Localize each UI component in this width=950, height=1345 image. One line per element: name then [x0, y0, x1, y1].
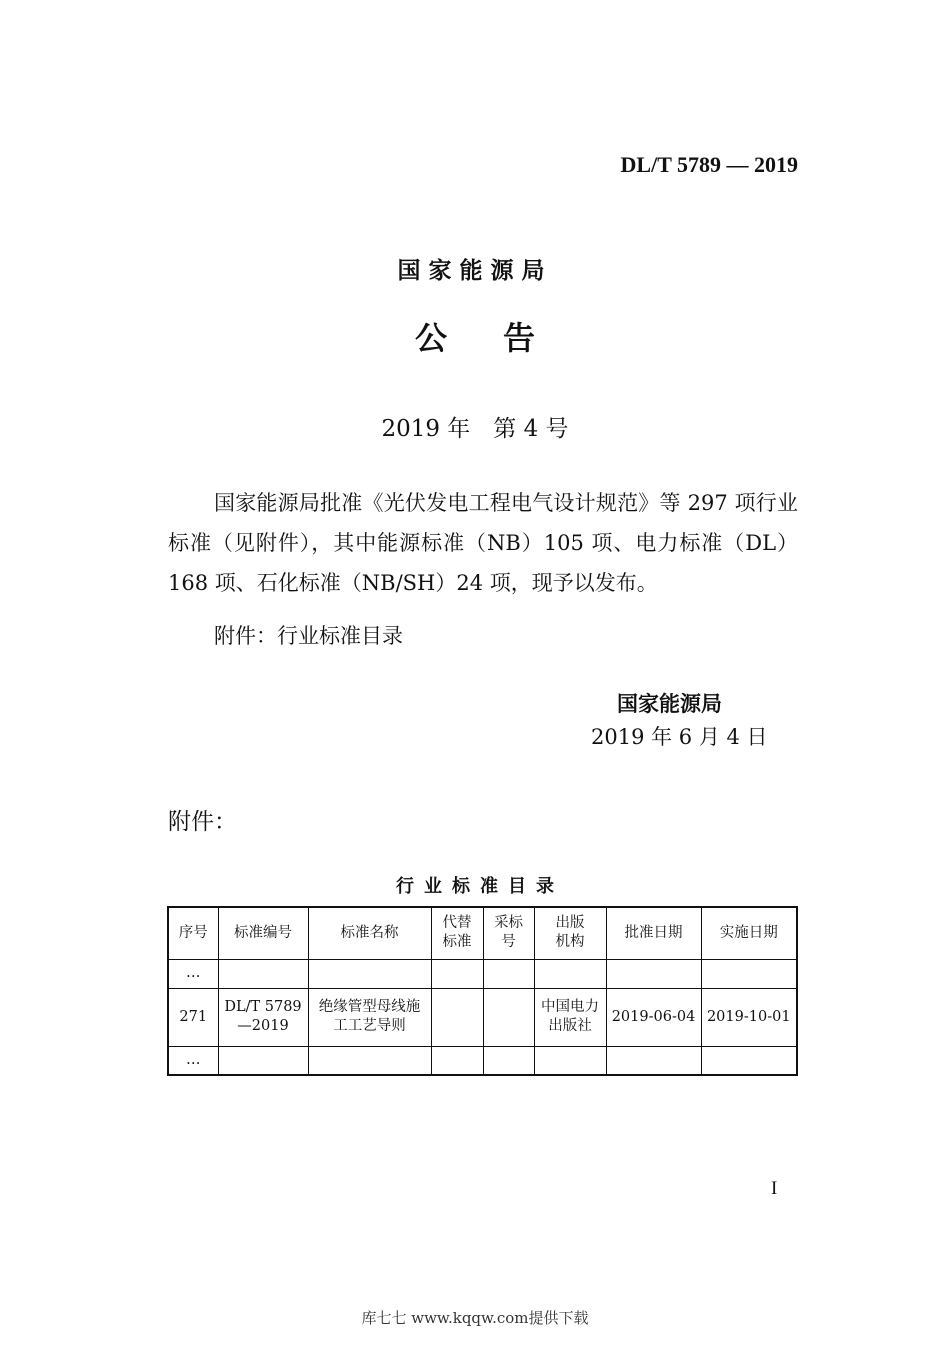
cell-publisher — [534, 988, 606, 1046]
signature-date: 2019 年 6 月 4 日 — [591, 725, 768, 749]
signature-organization: 国家能源局 — [617, 692, 722, 716]
attachment-heading: 附件： — [168, 809, 237, 835]
cell-name-line2: 工工艺导则 — [333, 1018, 406, 1034]
cell-name — [308, 988, 431, 1046]
standards-catalog-table — [167, 906, 798, 1076]
cell-empty — [483, 1046, 534, 1075]
cell-empty — [606, 1046, 701, 1075]
column-header-name: 标准名称 — [308, 907, 431, 959]
cell-code-line2: —2019 — [237, 1018, 289, 1034]
cell-empty — [483, 959, 534, 988]
issue-number: 2019 年 第 4 号 — [381, 416, 569, 442]
cell-empty — [701, 1046, 797, 1075]
cell-empty — [308, 959, 431, 988]
cell-seq: 271 — [168, 988, 218, 1046]
cell-publisher-line2: 出版社 — [548, 1018, 592, 1034]
download-watermark: 库七七 www.kqqw.com提供下载 — [361, 1309, 589, 1327]
cell-empty — [701, 959, 797, 988]
column-header-effective-date: 实施日期 — [701, 907, 797, 959]
cell-empty — [534, 959, 606, 988]
cell-empty — [308, 1046, 431, 1075]
attachment-reference: 附件：行业标准目录 — [214, 624, 403, 648]
column-header-seq: 序号 — [168, 907, 218, 959]
column-header-adopted — [483, 907, 534, 959]
standard-code: DL/T 5789 — 2019 — [620, 152, 798, 177]
cell-empty — [218, 959, 308, 988]
page-number: I — [771, 1178, 778, 1199]
column-header-replaces — [431, 907, 483, 959]
cell-code-line1: DL/T 5789 — [224, 999, 302, 1015]
cell-empty — [606, 959, 701, 988]
cell-adopted — [483, 988, 534, 1046]
column-header-publisher — [534, 907, 606, 959]
cell-code — [218, 988, 308, 1046]
column-header-approval-date: 批准日期 — [606, 907, 701, 959]
table-title: 行业标准目录 — [396, 876, 564, 897]
cell-empty — [431, 959, 483, 988]
notice-body: 国家能源局批准《光伏发电工程电气设计规范》等 297 项行业标准（见附件），其中能源标准（NB）105 项、电力标准（DL）168 项、石化标准（NB/SH）24 项，现予以发布。 — [168, 491, 798, 595]
cell-seq: … — [168, 959, 218, 988]
cell-approval-date: 2019-06-04 — [606, 988, 701, 1046]
cell-empty — [431, 1046, 483, 1075]
cell-name-line1: 绝缘管型母线施 — [318, 999, 421, 1015]
notice-title: 公告 — [414, 319, 591, 357]
issuer-heading: 国家能源局 — [397, 258, 553, 284]
column-header-publisher-text: 出版机构 — [555, 915, 585, 951]
column-header-code: 标准编号 — [218, 907, 308, 959]
column-header-adopted-text: 采标号 — [494, 915, 523, 951]
column-header-replaces-text: 代替标准 — [442, 915, 472, 951]
table-header-row — [168, 907, 797, 959]
cell-empty — [218, 1046, 308, 1075]
table-row — [168, 988, 797, 1046]
cell-replaces — [431, 988, 483, 1046]
table-row — [168, 1046, 797, 1075]
table-row — [168, 959, 797, 988]
cell-effective-date: 2019-10-01 — [701, 988, 797, 1046]
cell-publisher-line1: 中国电力 — [541, 999, 599, 1015]
cell-seq: … — [168, 1046, 218, 1075]
cell-empty — [534, 1046, 606, 1075]
